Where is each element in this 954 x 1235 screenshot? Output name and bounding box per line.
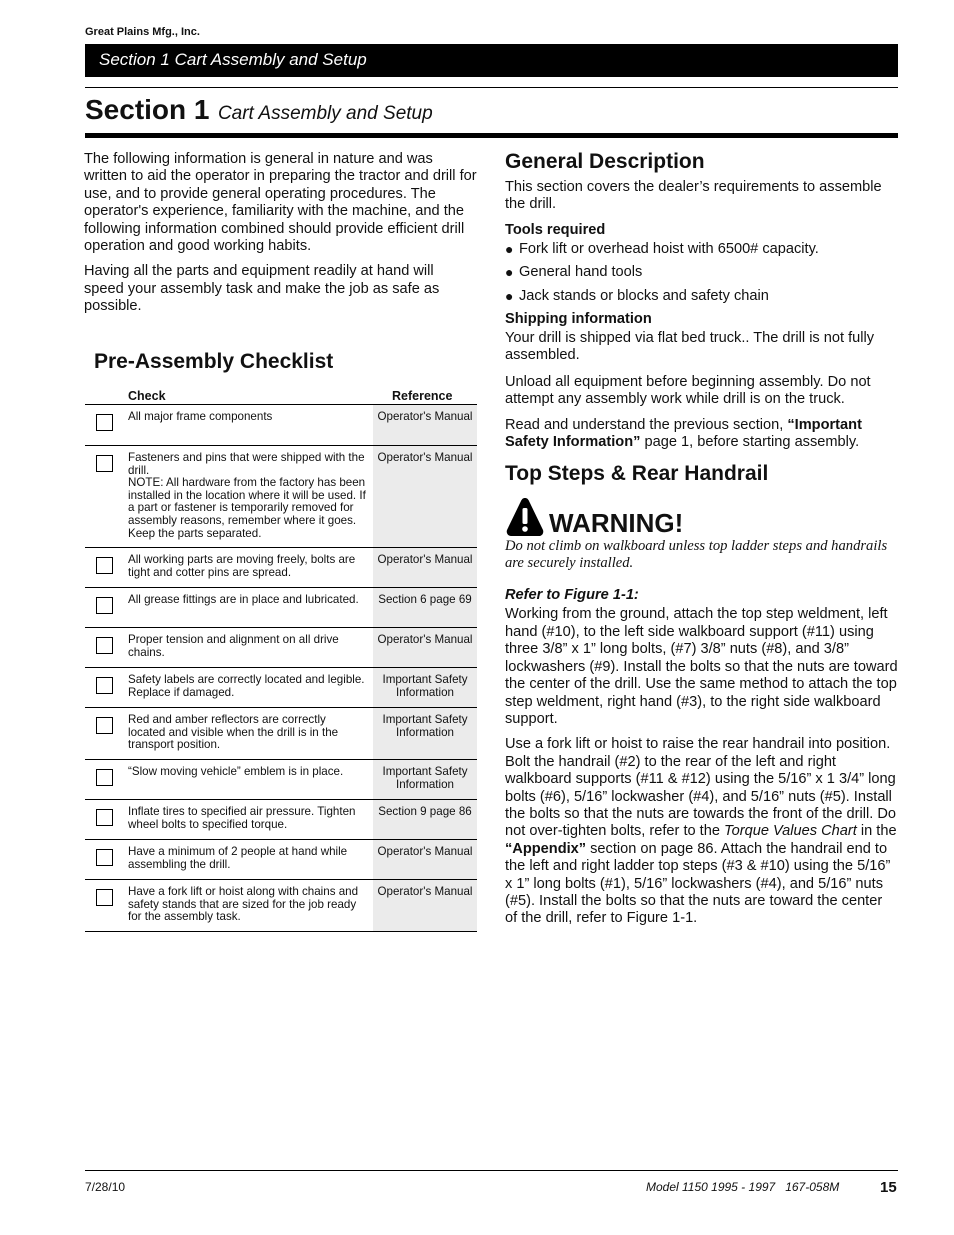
checklist-item-reference: Operator's Manual [373,446,477,547]
bullet-icon: ● [505,264,514,281]
tool-item [505,264,898,281]
appendix-ref: “Appendix” [505,840,587,857]
shipping-text: Your drill is shipped via flat bed truck.. The drill is not fully assembled. [505,330,875,364]
read-text-post: page 1, before starting assembly. [640,434,860,451]
checklist-item-text: All grease fittings are in place and lubricated. [128,593,359,606]
checklist-row [85,548,477,588]
checkbox[interactable] [96,455,113,472]
checklist-item-text: Have a minimum of 2 people at hand while assembling the drill. [128,845,348,871]
page-number: 15 [880,1179,897,1196]
checklist-item-text: All working parts are moving freely, bolts are tight and cotter pins are spread. [128,553,356,579]
page-title-sub: Cart Assembly and Setup [217,103,433,124]
tool-item [505,288,898,305]
step-paragraph-1: Working from the ground, attach the top step weldment, left hand (#10), to the left side walkboard support (#11) using three 3/8” x 1” long bolts, (#7) 3/8” nuts (#8), and 3/8” lockwashers (#9). Install the bolts so that the nuts are toward the center of the drill. Use the same method to attach the top step weldment, right hand (#3), to the right side walkboard support. [505,606,898,727]
checklist-row [85,446,477,548]
general-description-text: This section covers the dealer’s requirements to assemble the drill. [505,179,882,213]
checklist-item-text: Inflate tires to specified air pressure. Tighten wheel bolts to specified torque. [128,805,356,831]
general-description-title: General Description [505,150,705,173]
tool-item [505,241,898,258]
checklist-item-reference: Operator's Manual [373,628,477,667]
checkbox[interactable] [96,557,113,574]
warning-header [505,496,898,538]
checklist-table [85,404,477,932]
checkbox[interactable] [96,597,113,614]
checklist-item-reference: Operator's Manual [373,405,477,445]
right-column [505,150,898,928]
step-paragraph-2 [505,736,898,927]
footer-date: 7/28/10 [85,1180,126,1194]
tool-item-text: Jack stands or blocks and safety chain [519,287,769,304]
torque-chart-ref: Torque Values Chart [724,823,857,840]
warning-text: Do not climb on walkboard unless top ladder steps and handrails are securely installed. [505,538,888,572]
step-p2-a: Use a fork lift or hoist to raise the rear handrail into position. Bolt the handrail (#2) to the rear of the left and right walkboard supports (#11 & #12) using the 5/16” x 1 3/4” long bolts (#6), 5/16” lockwasher (#4), and 5/16” nuts (#5). Install the bolts so that the nuts are towards the front of the drill. Do not over-tighten bolts, refer to the [505,736,897,840]
checklist-item-text: “Slow moving vehicle” emblem is in place. [128,765,344,778]
shipping-heading: Shipping information [505,311,652,328]
checkbox[interactable] [96,889,113,906]
checklist-row [85,840,477,880]
checklist-col-check: Check [128,389,166,403]
bullet-icon: ● [505,287,514,304]
bullet-icon: ● [505,240,514,257]
checklist-item-text: All major frame components [128,410,273,423]
warning-triangle-icon [505,496,545,538]
section-header-bar [85,44,898,77]
intro-paragraph-2: Having all the parts and equipment readily at hand will speed your assembly task and make the job as safe as possible. [84,263,440,315]
intro-text [84,151,477,324]
checklist-col-reference: Reference [392,389,453,403]
tool-item-text: General hand tools [519,264,643,281]
refer-figure: Refer to Figure 1-1: [505,587,639,604]
checklist-row [85,760,477,800]
checklist-item-text: Fasteners and pins that were shipped with the drill. NOTE: All hardware from the factory has been installed in the location where it will be used. If a part or fastener is temporarily removed for assembly reasons, remember where it goes. Keep the parts separated. [128,451,366,540]
company-name: Great Plains Mfg., Inc. [85,26,200,38]
page-title [85,94,433,126]
checkbox[interactable] [96,849,113,866]
checklist-row [85,588,477,628]
checklist-row [85,880,477,932]
tool-item-text: Fork lift or overhead hoist with 6500# capacity. [519,240,819,257]
title-rule [85,133,898,138]
top-steps-title: Top Steps & Rear Handrail [505,462,769,486]
page-title-main: Section 1 [85,94,210,125]
checklist-item-text: Proper tension and alignment on all drive chains. [128,633,339,659]
checklist-item-reference: Operator's Manual [373,880,477,931]
step-p2-c: section on page 86. Attach the handrail end to the left and right ladder top steps (#3 & #10) using the 5/16” x 1” long bolts (#1), 5/16” lockwashers (#4), and 5/16” nuts (#5). Install the bolts so that the nuts are toward the center of the drill, refer to Figure 1-1. [505,840,891,927]
checklist-item-reference: Important Safety Information [373,760,477,799]
checkbox[interactable] [96,717,113,734]
step-p2-b: in the [856,823,897,840]
checklist-title: Pre-Assembly Checklist [94,350,334,373]
section-header-text: Section 1 Cart Assembly and Setup [99,50,367,69]
checkbox[interactable] [96,809,113,826]
checklist-row [85,708,477,760]
read-text-pre: Read and understand the previous section, [505,416,788,433]
read-safety-text [505,417,898,452]
checklist-row [85,628,477,668]
checklist-item-reference: Section 9 page 86 [373,800,477,839]
footer-model: Model 1150 1995 - 1997 167-058M [646,1180,840,1194]
checkbox[interactable] [96,677,113,694]
checklist-item-text: Safety labels are correctly located and legible. Replace if damaged. [128,673,365,699]
intro-paragraph-1: The following information is general in nature and was written to aid the operator in preparing the tractor and drill for use, and to provide general operating procedures. The operator's experience, familiarity with the machine, and the following information combined should provide efficient drill operation and good working habits. [84,151,477,255]
checklist-row [85,668,477,708]
checklist-item-text: Red and amber reflectors are correctly located and visible when the drill is in the transport position. [128,713,339,752]
checkbox[interactable] [96,769,113,786]
checklist-item-text: Have a fork lift or hoist along with chains and safety stands that are sized for the job ready for the assembly task. [128,885,359,924]
read-text-bold: “Important Safety Information” [505,416,862,451]
header-rule [85,87,898,88]
checklist-item-reference: Important Safety Information [373,708,477,759]
checklist-row [85,800,477,840]
warning-label: WARNING! [549,508,684,539]
checklist-item-reference: Operator's Manual [373,840,477,879]
checklist-item-reference: Operator's Manual [373,548,477,587]
checkbox[interactable] [96,637,113,654]
checkbox[interactable] [96,414,113,431]
checklist-item-reference: Section 6 page 69 [373,588,477,627]
tools-heading: Tools required [505,221,606,238]
checklist-item-reference: Important Safety Information [373,668,477,707]
checklist-row [85,405,477,446]
footer-rule [85,1170,898,1171]
unload-text: Unload all equipment before beginning assembly. Do not attempt any assembly work while drill is on the truck. [505,373,871,408]
